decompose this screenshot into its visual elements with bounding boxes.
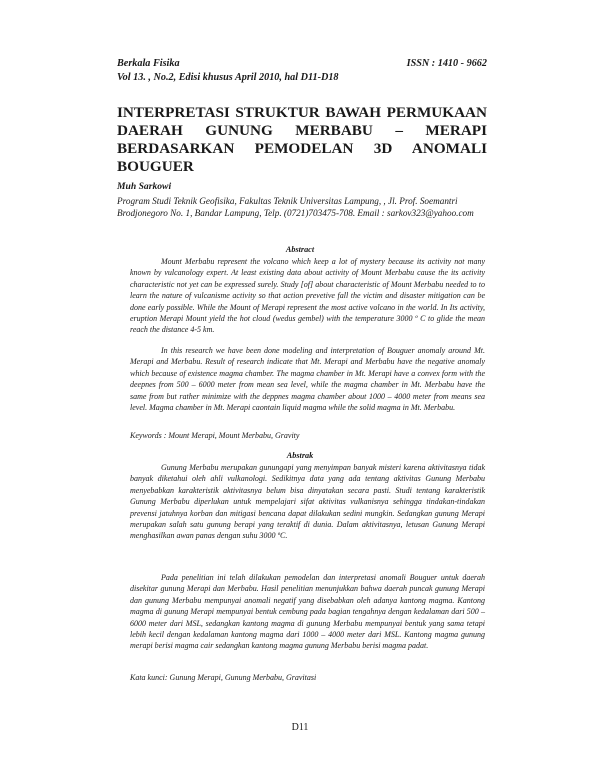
kata-kunci: Kata kunci: Gunung Merapi, Gunung Merbabu, Gravitasi <box>130 673 317 682</box>
author-affiliation: Program Studi Teknik Geofisika, Fakultas Teknik Universitas Lampung, , Jl. Prof. Soemantri Brodjonegoro No. 1, Bandar Lampung, Telp. (0721)703475-708. Email : sarkov323@yahoo.com <box>117 196 474 218</box>
abstract-paragraph: In this research we have been done modeling and interpretation of Bouguer anomaly around Mt. Merapi and Merbabu. Result of research indicate that Mt. Merapi and Merbabu have the negative anomaly which because of existence magma chamber. The magma chamber in Mt. Merapi have a convex form with the deepnes from 500 – 6000 meter from mean sea level, while the magma chamber in Mt. Merbabu have the same from but rather minimize with the deppnes magma chamber about 1000 – 4000 meter from means sea level. Magma chamber in Mt. Merapi caontain liquid magma while the solid magma in Mt. Merbabu. <box>130 346 485 413</box>
page-number: D11 <box>291 722 309 733</box>
abstrak-paragraph: Pada penelitian ini telah dilakukan pemodelan dan interpretasi anomali Bouguer untuk daerah disekitar gunung Merapi dan Merbabu. Hasil penelitian menunjukkan bahwa daerah puncak gunung Merapi dan gunung Merbabu mempunyai anomali negatif yang disebabkan oleh adanya kantong magma. Kantong magma di gunung Merapi mempunyai bentuk cembung pada bagian tengahnya dengan kedalaman dari 500 – 6000 meter dari MSL, sedangkan kantong magma di gunung Merbabu mempunyai bentuk yang sama tetapi lebih kecil dengan kedalaman kantong magma dari 1000 – 4000 meter dari MSL. Kantong magma gunung merapi berisi magma cair sedangkan kantong magma gunung Merbabu berisi magma padat. <box>130 573 485 651</box>
abstract-paragraph: Mount Merbabu represent the volcano which keep a lot of mystery because its activity not many known by vulcanology expert. At least existing data about activity of Mount Merbabu cause the its activity characteristic not yet can be expressed surely. Study [of] about characteristic of Mount Merbabu needed to to learn the nature of vulcanisme activity so that action prevetive fall the victim and disaster mitigation can be done early possible. While the Mount of Merapi represent the most active volcano in the world. In Its activity, eruption Merapi Mount yield the hot cloud (wedus gembel) with the temperature 3000 º C to glide the mean reach the distance 4-5 km. <box>130 257 485 335</box>
abstrak-heading: Abstrak <box>286 451 314 460</box>
running-header <box>117 58 487 69</box>
title-line: DAERAH GUNUNG MERBABU – MERAPI <box>117 122 487 139</box>
keywords: Keywords : Mount Merapi, Mount Merbabu, Gravity <box>130 431 300 440</box>
paper-title <box>117 104 487 176</box>
abstract-heading: Abstract <box>285 245 315 254</box>
title-line: BOUGUER <box>117 158 194 175</box>
author-name: Muh Sarkowi <box>117 181 172 192</box>
title-line: INTERPRETASI STRUKTUR BAWAH PERMUKAAN <box>117 104 487 121</box>
journal-name: Berkala Fisika <box>117 58 180 69</box>
abstrak-paragraph: Gunung Merbabu merupakan gunungapi yang menyimpan banyak misteri karena aktivitasnya tidak banyak diketahui oleh ahli vulkanologi. Sedikitnya data yang ada tentang aktivitas Gunung Merbabu menyebabkan karakteristik aktivitasnya belum bisa dinyatakan secara pasti. Studi tentang karakteristik Gunung Merbabu diperlukan untuk mempelajari sifat aktivitas vulkanisnya sehingga tindakan-tindakan prevensi jatuhnya korban dan mitigasi bencana dapat dilakukan sedini mungkin. Sedangkan gunung Merapi merupakan salah satu gunung berapi yang teraktif di dunia. Dalam aktivitasnya, letusan Gunung Merapi menghasilkan awan panas dengan suhu 3000 ºC. <box>130 463 485 541</box>
issn: ISSN : 1410 - 9662 <box>406 58 487 69</box>
volume-info: Vol 13. , No.2, Edisi khusus April 2010, hal D11-D18 <box>117 72 339 83</box>
title-line: BERDASARKAN PEMODELAN 3D ANOMALI <box>117 140 487 157</box>
